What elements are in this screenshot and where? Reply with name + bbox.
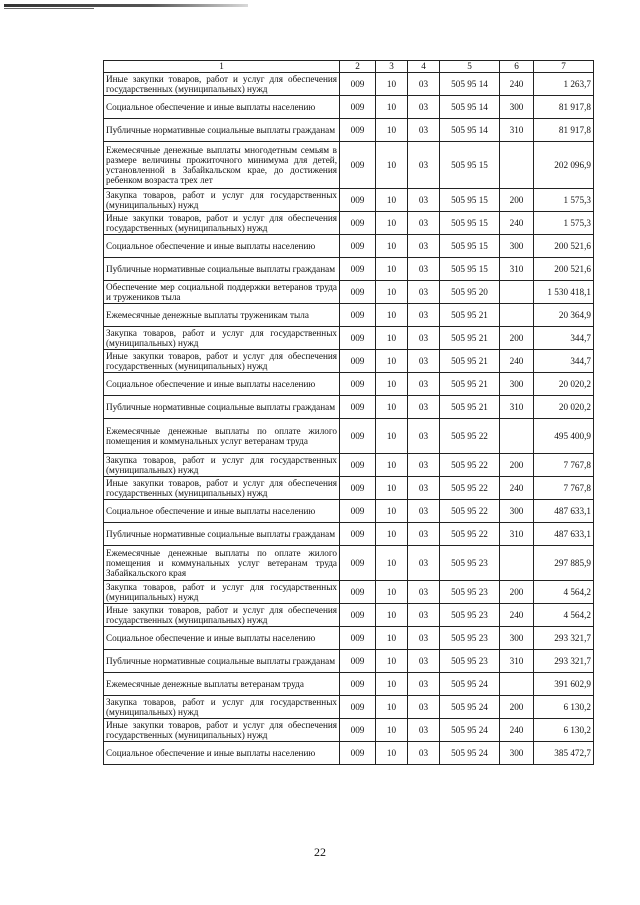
- row-amount: 202 096,9: [534, 142, 594, 189]
- row-section: 10: [376, 650, 408, 673]
- row-subsection: 03: [408, 419, 440, 454]
- row-section: 10: [376, 189, 408, 212]
- row-expense-type: 310: [500, 258, 534, 281]
- table-row: [104, 696, 594, 719]
- row-ministry-code: 009: [340, 523, 376, 546]
- table-row: [104, 281, 594, 304]
- row-name: Иные закупки товаров, работ и услуг для обеспечения государственных (муниципальных) нужд: [104, 350, 340, 373]
- row-section: 10: [376, 327, 408, 350]
- row-subsection: 03: [408, 235, 440, 258]
- row-name: Публичные нормативные социальные выплаты гражданам: [104, 119, 340, 142]
- table-row: [104, 119, 594, 142]
- table-row: [104, 189, 594, 212]
- row-subsection: 03: [408, 604, 440, 627]
- table-row: [104, 627, 594, 650]
- row-ministry-code: 009: [340, 627, 376, 650]
- row-section: 10: [376, 673, 408, 696]
- row-target-article: 505 95 22: [440, 419, 500, 454]
- scan-artifact-line: [4, 4, 248, 7]
- row-section: 10: [376, 350, 408, 373]
- row-section: 10: [376, 546, 408, 581]
- row-name: Ежемесячные денежные выплаты ветеранам труда: [104, 673, 340, 696]
- table-row: [104, 523, 594, 546]
- row-ministry-code: 009: [340, 73, 376, 96]
- row-amount: 293 321,7: [534, 627, 594, 650]
- table-body: [104, 73, 594, 765]
- row-subsection: 03: [408, 96, 440, 119]
- header-col-2: 2: [340, 61, 376, 73]
- row-amount: 81 917,8: [534, 119, 594, 142]
- row-subsection: 03: [408, 500, 440, 523]
- row-expense-type: 300: [500, 627, 534, 650]
- row-subsection: 03: [408, 673, 440, 696]
- header-col-4: 4: [408, 61, 440, 73]
- row-ministry-code: 009: [340, 373, 376, 396]
- row-amount: 385 472,7: [534, 742, 594, 765]
- row-expense-type: 300: [500, 500, 534, 523]
- row-name: Ежемесячные денежные выплаты многодетным семьям в размере величины прожиточного минимума для детей, установленной в Забайкальском крае, до достижения ребенком возраста трех лет: [104, 142, 340, 189]
- row-target-article: 505 95 22: [440, 454, 500, 477]
- row-amount: 81 917,8: [534, 96, 594, 119]
- row-ministry-code: 009: [340, 396, 376, 419]
- table-row: [104, 650, 594, 673]
- row-amount: 6 130,2: [534, 696, 594, 719]
- row-name: Иные закупки товаров, работ и услуг для обеспечения государственных (муниципальных) нужд: [104, 73, 340, 96]
- table-row: [104, 546, 594, 581]
- row-expense-type: 300: [500, 96, 534, 119]
- row-subsection: 03: [408, 627, 440, 650]
- row-amount: 1 575,3: [534, 189, 594, 212]
- row-ministry-code: 009: [340, 454, 376, 477]
- table-row: [104, 258, 594, 281]
- row-subsection: 03: [408, 373, 440, 396]
- row-ministry-code: 009: [340, 742, 376, 765]
- row-expense-type: 240: [500, 212, 534, 235]
- row-subsection: 03: [408, 212, 440, 235]
- row-subsection: 03: [408, 523, 440, 546]
- row-name: Социальное обеспечение и иные выплаты населению: [104, 373, 340, 396]
- row-target-article: 505 95 23: [440, 604, 500, 627]
- row-target-article: 505 95 22: [440, 523, 500, 546]
- row-target-article: 505 95 23: [440, 546, 500, 581]
- row-ministry-code: 009: [340, 419, 376, 454]
- row-subsection: 03: [408, 281, 440, 304]
- row-amount: 391 602,9: [534, 673, 594, 696]
- row-expense-type: [500, 546, 534, 581]
- row-ministry-code: 009: [340, 281, 376, 304]
- row-target-article: 505 95 24: [440, 696, 500, 719]
- row-section: 10: [376, 142, 408, 189]
- row-section: 10: [376, 604, 408, 627]
- row-target-article: 505 95 21: [440, 373, 500, 396]
- row-section: 10: [376, 73, 408, 96]
- row-expense-type: 200: [500, 581, 534, 604]
- row-ministry-code: 009: [340, 696, 376, 719]
- row-target-article: 505 95 15: [440, 142, 500, 189]
- row-name: Ежемесячные денежные выплаты труженикам тыла: [104, 304, 340, 327]
- row-subsection: 03: [408, 650, 440, 673]
- row-amount: 1 530 418,1: [534, 281, 594, 304]
- header-row: [104, 61, 594, 73]
- row-name: Закупка товаров, работ и услуг для государственных (муниципальных) нужд: [104, 696, 340, 719]
- row-expense-type: 200: [500, 454, 534, 477]
- row-section: 10: [376, 212, 408, 235]
- row-section: 10: [376, 419, 408, 454]
- row-section: 10: [376, 258, 408, 281]
- row-subsection: 03: [408, 304, 440, 327]
- row-target-article: 505 95 14: [440, 96, 500, 119]
- row-target-article: 505 95 22: [440, 500, 500, 523]
- row-name: Публичные нормативные социальные выплаты гражданам: [104, 650, 340, 673]
- row-expense-type: 310: [500, 119, 534, 142]
- row-target-article: 505 95 24: [440, 719, 500, 742]
- table-row: [104, 212, 594, 235]
- row-target-article: 505 95 15: [440, 212, 500, 235]
- row-section: 10: [376, 581, 408, 604]
- row-ministry-code: 009: [340, 350, 376, 373]
- table-row: [104, 500, 594, 523]
- row-ministry-code: 009: [340, 258, 376, 281]
- row-name: Закупка товаров, работ и услуг для государственных (муниципальных) нужд: [104, 454, 340, 477]
- row-expense-type: 300: [500, 742, 534, 765]
- row-expense-type: [500, 419, 534, 454]
- row-expense-type: 200: [500, 327, 534, 350]
- row-target-article: 505 95 23: [440, 650, 500, 673]
- row-subsection: 03: [408, 742, 440, 765]
- row-expense-type: 310: [500, 650, 534, 673]
- header-col-1: 1: [104, 61, 340, 73]
- row-target-article: 505 95 24: [440, 673, 500, 696]
- table-row: [104, 142, 594, 189]
- row-amount: 7 767,8: [534, 454, 594, 477]
- row-target-article: 505 95 20: [440, 281, 500, 304]
- table-row: [104, 719, 594, 742]
- row-section: 10: [376, 742, 408, 765]
- row-amount: 495 400,9: [534, 419, 594, 454]
- row-section: 10: [376, 696, 408, 719]
- row-amount: 200 521,6: [534, 258, 594, 281]
- row-expense-type: 240: [500, 73, 534, 96]
- row-ministry-code: 009: [340, 304, 376, 327]
- row-amount: 487 633,1: [534, 500, 594, 523]
- row-amount: 487 633,1: [534, 523, 594, 546]
- row-target-article: 505 95 15: [440, 235, 500, 258]
- row-amount: 200 521,6: [534, 235, 594, 258]
- row-amount: 20 364,9: [534, 304, 594, 327]
- row-target-article: 505 95 21: [440, 327, 500, 350]
- row-name: Иные закупки товаров, работ и услуг для обеспечения государственных (муниципальных) нужд: [104, 719, 340, 742]
- row-section: 10: [376, 396, 408, 419]
- row-target-article: 505 95 14: [440, 73, 500, 96]
- row-target-article: 505 95 23: [440, 627, 500, 650]
- row-section: 10: [376, 719, 408, 742]
- row-subsection: 03: [408, 696, 440, 719]
- row-expense-type: 310: [500, 523, 534, 546]
- row-subsection: 03: [408, 581, 440, 604]
- table-row: [104, 235, 594, 258]
- row-expense-type: 240: [500, 350, 534, 373]
- row-expense-type: 240: [500, 604, 534, 627]
- row-section: 10: [376, 235, 408, 258]
- row-subsection: 03: [408, 396, 440, 419]
- row-ministry-code: 009: [340, 477, 376, 500]
- table-header: [104, 61, 594, 73]
- row-target-article: 505 95 21: [440, 350, 500, 373]
- row-name: Иные закупки товаров, работ и услуг для обеспечения государственных (муниципальных) нужд: [104, 212, 340, 235]
- row-amount: 7 767,8: [534, 477, 594, 500]
- row-name: Закупка товаров, работ и услуг для государственных (муниципальных) нужд: [104, 189, 340, 212]
- row-section: 10: [376, 304, 408, 327]
- row-section: 10: [376, 477, 408, 500]
- row-target-article: 505 95 14: [440, 119, 500, 142]
- row-ministry-code: 009: [340, 142, 376, 189]
- row-target-article: 505 95 21: [440, 304, 500, 327]
- row-ministry-code: 009: [340, 581, 376, 604]
- row-ministry-code: 009: [340, 212, 376, 235]
- row-name: Социальное обеспечение и иные выплаты населению: [104, 742, 340, 765]
- page-number: 22: [314, 845, 326, 859]
- header-col-3: 3: [376, 61, 408, 73]
- row-ministry-code: 009: [340, 650, 376, 673]
- row-subsection: 03: [408, 327, 440, 350]
- table-row: [104, 454, 594, 477]
- budget-table: [103, 60, 594, 765]
- table-row: [104, 327, 594, 350]
- table-row: [104, 604, 594, 627]
- row-section: 10: [376, 523, 408, 546]
- row-subsection: 03: [408, 719, 440, 742]
- row-ministry-code: 009: [340, 673, 376, 696]
- row-ministry-code: 009: [340, 119, 376, 142]
- row-amount: 1 575,3: [534, 212, 594, 235]
- table-row: [104, 73, 594, 96]
- row-name: Закупка товаров, работ и услуг для государственных (муниципальных) нужд: [104, 581, 340, 604]
- row-section: 10: [376, 281, 408, 304]
- row-target-article: 505 95 24: [440, 742, 500, 765]
- row-target-article: 505 95 15: [440, 189, 500, 212]
- row-name: Публичные нормативные социальные выплаты гражданам: [104, 523, 340, 546]
- row-name: Публичные нормативные социальные выплаты гражданам: [104, 258, 340, 281]
- row-subsection: 03: [408, 350, 440, 373]
- row-expense-type: 300: [500, 235, 534, 258]
- table-row: [104, 673, 594, 696]
- row-expense-type: 240: [500, 477, 534, 500]
- row-amount: 20 020,2: [534, 396, 594, 419]
- row-amount: 344,7: [534, 350, 594, 373]
- row-expense-type: [500, 673, 534, 696]
- table-row: [104, 304, 594, 327]
- row-subsection: 03: [408, 119, 440, 142]
- row-name: Социальное обеспечение и иные выплаты населению: [104, 235, 340, 258]
- row-ministry-code: 009: [340, 719, 376, 742]
- row-name: Социальное обеспечение и иные выплаты населению: [104, 500, 340, 523]
- row-amount: 4 564,2: [534, 604, 594, 627]
- row-section: 10: [376, 500, 408, 523]
- row-expense-type: 300: [500, 373, 534, 396]
- scan-artifact-line-thin: [4, 8, 94, 9]
- row-target-article: 505 95 22: [440, 477, 500, 500]
- row-name: Иные закупки товаров, работ и услуг для обеспечения государственных (муниципальных) нужд: [104, 604, 340, 627]
- row-name: Социальное обеспечение и иные выплаты населению: [104, 96, 340, 119]
- row-section: 10: [376, 627, 408, 650]
- table-row: [104, 742, 594, 765]
- row-amount: 20 020,2: [534, 373, 594, 396]
- row-amount: 1 263,7: [534, 73, 594, 96]
- table-row: [104, 477, 594, 500]
- table-row: [104, 373, 594, 396]
- row-subsection: 03: [408, 142, 440, 189]
- header-col-6: 6: [500, 61, 534, 73]
- row-amount: 297 885,9: [534, 546, 594, 581]
- row-target-article: 505 95 23: [440, 581, 500, 604]
- table-row: [104, 396, 594, 419]
- row-name: Ежемесячные денежные выплаты по оплате жилого помещения и коммунальных услуг ветеранам труда Забайкальского края: [104, 546, 340, 581]
- row-ministry-code: 009: [340, 96, 376, 119]
- row-ministry-code: 009: [340, 546, 376, 581]
- row-subsection: 03: [408, 546, 440, 581]
- row-name: Обеспечение мер социальной поддержки ветеранов труда и тружеников тыла: [104, 281, 340, 304]
- row-ministry-code: 009: [340, 235, 376, 258]
- row-expense-type: 200: [500, 189, 534, 212]
- row-ministry-code: 009: [340, 500, 376, 523]
- row-amount: 6 130,2: [534, 719, 594, 742]
- row-amount: 293 321,7: [534, 650, 594, 673]
- row-subsection: 03: [408, 258, 440, 281]
- table-row: [104, 350, 594, 373]
- row-expense-type: [500, 281, 534, 304]
- row-expense-type: 310: [500, 396, 534, 419]
- header-col-5: 5: [440, 61, 500, 73]
- row-section: 10: [376, 96, 408, 119]
- row-target-article: 505 95 15: [440, 258, 500, 281]
- row-subsection: 03: [408, 477, 440, 500]
- row-amount: 4 564,2: [534, 581, 594, 604]
- row-name: Публичные нормативные социальные выплаты гражданам: [104, 396, 340, 419]
- row-expense-type: 200: [500, 696, 534, 719]
- row-expense-type: 240: [500, 719, 534, 742]
- row-section: 10: [376, 373, 408, 396]
- table-row: [104, 581, 594, 604]
- row-amount: 344,7: [534, 327, 594, 350]
- row-ministry-code: 009: [340, 189, 376, 212]
- row-ministry-code: 009: [340, 604, 376, 627]
- row-name: Закупка товаров, работ и услуг для государственных (муниципальных) нужд: [104, 327, 340, 350]
- table-row: [104, 419, 594, 454]
- row-expense-type: [500, 142, 534, 189]
- row-name: Социальное обеспечение и иные выплаты населению: [104, 627, 340, 650]
- row-expense-type: [500, 304, 534, 327]
- row-subsection: 03: [408, 73, 440, 96]
- row-ministry-code: 009: [340, 327, 376, 350]
- row-section: 10: [376, 119, 408, 142]
- row-section: 10: [376, 454, 408, 477]
- row-subsection: 03: [408, 189, 440, 212]
- row-name: Ежемесячные денежные выплаты по оплате жилого помещения и коммунальных услуг ветеранам труда: [104, 419, 340, 454]
- row-name: Иные закупки товаров, работ и услуг для обеспечения государственных (муниципальных) нужд: [104, 477, 340, 500]
- header-col-7: 7: [534, 61, 594, 73]
- row-subsection: 03: [408, 454, 440, 477]
- row-target-article: 505 95 21: [440, 396, 500, 419]
- table-row: [104, 96, 594, 119]
